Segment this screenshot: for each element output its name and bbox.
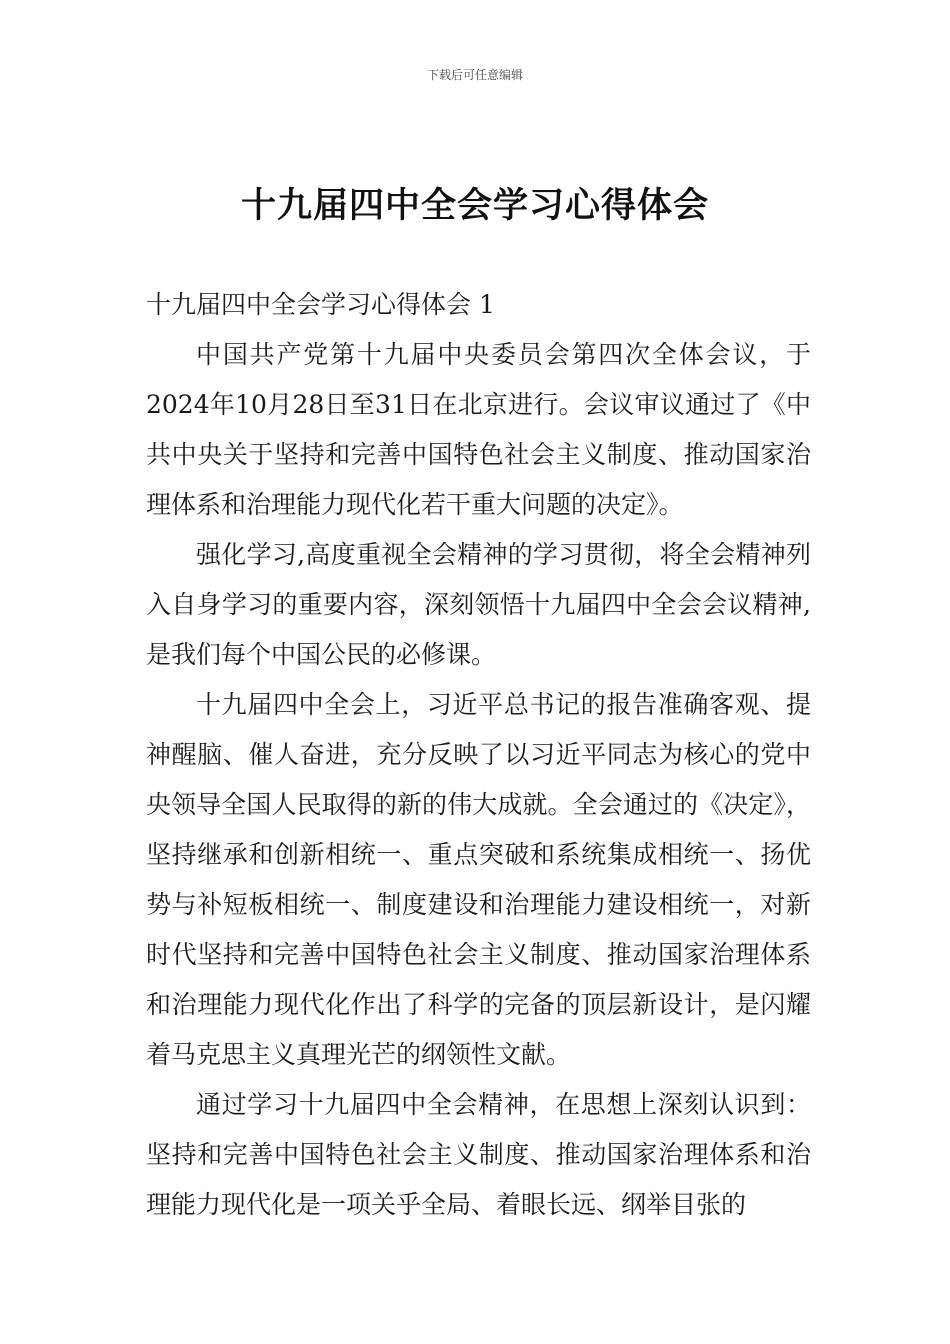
paragraph-2: 强化学习,高度重视全会精神的学习贯彻，将全会精神列入自身学习的重要内容，深刻领悟十九届四中全会会议精神,是我们每个中国公民的必修课。 bbox=[146, 540, 811, 669]
paragraph-1: 中国共产党第十九届中央委员会第四次全体会议，于2024年10月28日至31日在北京进行。会议审议通过了《中共中央关于坚持和完善中国特色社会主义制度、推动国家治理体系和治理能力现代化若干重大问题的决定》。 bbox=[146, 340, 811, 519]
paragraph-4: 通过学习十九届四中全会精神，在思想上深刻认识到：坚持和完善中国特色社会主义制度、推动国家治理体系和治理能力现代化是一项关乎全局、着眼长远、纲举目张的 bbox=[146, 1090, 811, 1219]
paragraph-3: 十九届四中全会上，习近平总书记的报告准确客观、提神醒脑、催人奋进，充分反映了以习近平同志为核心的党中央领导全国人民取得的新的伟大成就。全会通过的《决定》，坚持继承和创新相统一、重点突破和系统集成相统一、扬优势与补短板相统一、制度建设和治理能力建设相统一，对新时代坚持和完善中国特色社会主义制度、推动国家治理体系和治理能力现代化作出了科学的完备的顶层新设计，是闪耀着马克思主义真理光芒的纲领性文献。 bbox=[146, 690, 811, 1069]
section-subheading: 十九届四中全会学习心得体会 1 bbox=[146, 290, 495, 319]
header-note: 下载后可任意编辑 bbox=[426, 68, 523, 82]
document-title: 十九届四中全会学习心得体会 bbox=[240, 186, 709, 226]
document-body bbox=[146, 280, 811, 1230]
